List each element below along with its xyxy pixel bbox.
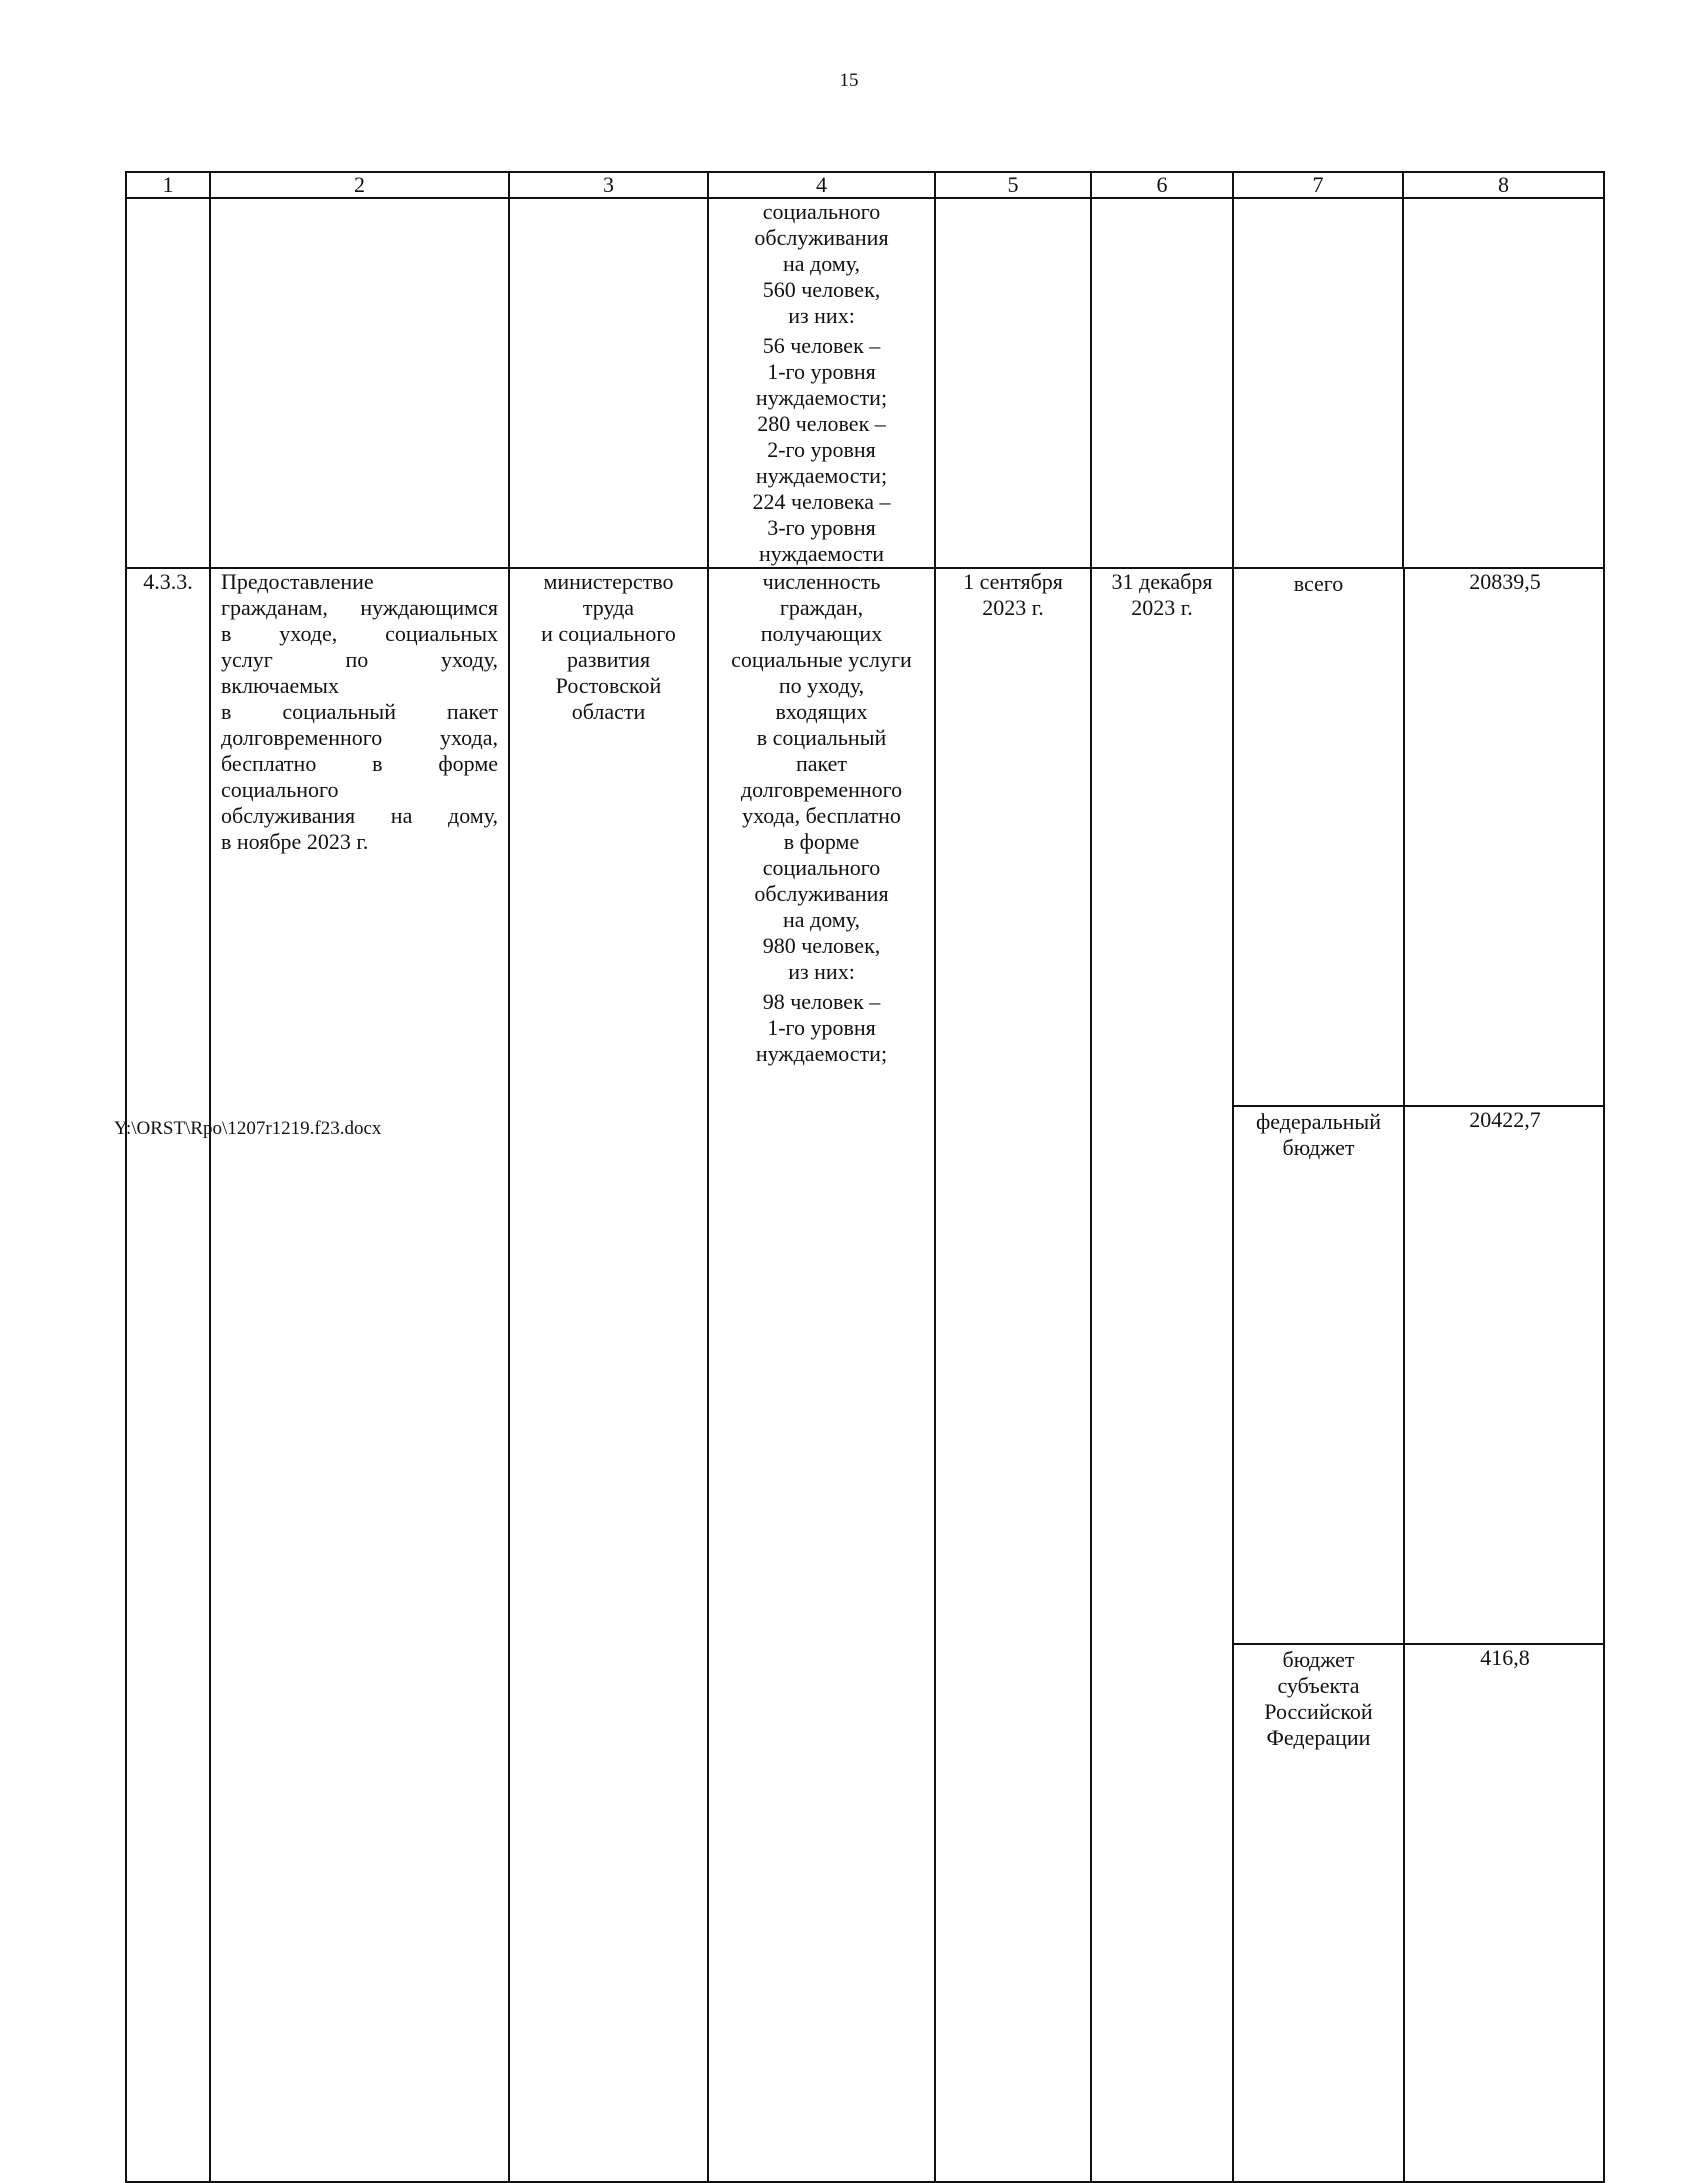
funding-source-line: бюджет (1282, 1135, 1355, 1160)
cont-indicator-line: нуждаемости; (755, 385, 888, 410)
indicator-line: 1-го уровня (767, 1015, 876, 1040)
cont-indicator-line: 560 человек, (762, 277, 881, 302)
cont-indicator-line: нуждаемости (758, 541, 885, 566)
indicator-line: ухода, бесплатно (742, 803, 901, 828)
header-col-4: 4 (708, 172, 935, 198)
indicator-line: из них: (788, 959, 855, 984)
description-line: в уходе, социальных (221, 621, 498, 646)
funding-source-line: федеральный (1256, 1109, 1381, 1134)
cont-indicator-line: из них: (788, 303, 855, 328)
indicator-line: по уходу, (778, 673, 865, 698)
indicator-line: 980 человек, (762, 933, 881, 958)
cont-indicator-cell (708, 198, 935, 568)
cont-indicator-line: нуждаемости; (755, 463, 888, 488)
executor-line: развития (566, 647, 651, 672)
start-date-line: 1 сентября (963, 569, 1063, 594)
funding-row-total (1234, 569, 1605, 1106)
funding-table (1234, 569, 1605, 2181)
description-line: в социальный пакет (221, 699, 498, 724)
indicator-line: в социальный (756, 725, 887, 750)
cont-indicator-line: обслуживания (754, 225, 889, 250)
funding-source (1234, 1644, 1404, 2181)
indicator-line: на дому, (782, 907, 861, 932)
funding-source (1234, 1106, 1404, 1644)
cont-indicator-line: социального (762, 199, 881, 224)
description-line: долговременного ухода, (221, 725, 498, 750)
funding-source (1234, 569, 1404, 1106)
row-indicator (708, 568, 935, 2182)
executor-line: труда (582, 595, 635, 620)
header-col-1: 1 (126, 172, 210, 198)
executor-line: области (571, 699, 646, 724)
funding-amount: 20422,7 (1404, 1106, 1605, 1644)
funding-source-line: субъекта (1277, 1673, 1360, 1698)
table-header-row (126, 172, 1604, 198)
cont-cell-8 (1403, 198, 1604, 568)
header-col-2: 2 (210, 172, 509, 198)
cont-indicator-line: 1-го уровня (767, 359, 876, 384)
funding-amount: 20839,5 (1404, 569, 1605, 1106)
description-line: включаемых (221, 673, 339, 698)
cont-indicator-line: 56 человек – (762, 333, 881, 358)
table-row-continuation (126, 198, 1604, 568)
description-line: бесплатно в форме (221, 751, 498, 776)
indicator-line: социального (762, 855, 881, 880)
executor-line: Ростовской (555, 673, 662, 698)
cont-cell-5 (935, 198, 1091, 568)
executor-line: министерство (543, 569, 674, 594)
funding-source-line: Федерации (1266, 1725, 1371, 1750)
funding-row-regional (1234, 1644, 1605, 2181)
row-description (210, 568, 509, 2182)
cont-indicator-line: 224 человека – (752, 489, 891, 514)
funding-source-line: Российской (1264, 1699, 1373, 1724)
cont-indicator-line: на дому, (782, 251, 861, 276)
row-funding (1233, 568, 1604, 2182)
header-col-3: 3 (509, 172, 708, 198)
cont-indicator-line: 3-го уровня (767, 515, 876, 540)
table-row-4-3-3 (126, 568, 1604, 2182)
indicator-line: социальные услуги (731, 647, 912, 672)
indicator-line: 98 человек – (762, 989, 881, 1014)
indicator-line: граждан, (779, 595, 864, 620)
cont-indicator-line: 2-го уровня (767, 437, 876, 462)
header-col-7: 7 (1233, 172, 1403, 198)
indicator-line: пакет (795, 751, 848, 776)
indicator-line: входящих (775, 699, 868, 724)
cont-cell-3 (509, 198, 708, 568)
executor-line: и социального (541, 621, 676, 646)
description-line: обслуживания на дому, (221, 803, 498, 828)
row-end-date (1091, 568, 1233, 2182)
description-line: социального (221, 777, 339, 802)
end-date-line: 31 декабря (1111, 569, 1213, 594)
description-line: гражданам, нуждающимся (221, 595, 498, 620)
cont-cell-1 (126, 198, 210, 568)
cont-cell-6 (1091, 198, 1233, 568)
funding-source-line: всего (1293, 571, 1344, 596)
document-file-path: Y:\ORST\Rpo\1207r1219.f23.docx (114, 1118, 382, 1139)
indicator-line: долговременного (740, 777, 903, 802)
header-col-8: 8 (1403, 172, 1604, 198)
funding-amount: 416,8 (1480, 1645, 1530, 1670)
row-start-date (935, 568, 1091, 2182)
row-executor (509, 568, 708, 2182)
indicator-line: получающих (760, 621, 883, 646)
page-number: 15 (839, 70, 859, 91)
indicator-line: нуждаемости; (755, 1041, 888, 1066)
description-line: услуг по уходу, (221, 647, 498, 672)
cont-cell-2 (210, 198, 509, 568)
indicator-line: в форме (783, 829, 860, 854)
header-col-6: 6 (1091, 172, 1233, 198)
description-line: в ноябре 2023 г. (221, 829, 369, 854)
cont-indicator-line: 280 человек – (757, 411, 886, 436)
funding-source-line: бюджет (1282, 1647, 1355, 1672)
indicator-line: обслуживания (754, 881, 889, 906)
indicator-line: численность (762, 569, 881, 594)
measures-table (125, 171, 1605, 2183)
header-col-5: 5 (935, 172, 1091, 198)
end-date-line: 2023 г. (1131, 595, 1193, 620)
funding-row-federal (1234, 1106, 1605, 1644)
cont-cell-7 (1233, 198, 1403, 568)
start-date-line: 2023 г. (982, 595, 1044, 620)
description-line: Предоставление (221, 569, 374, 594)
row-number: 4.3.3. (126, 568, 210, 2182)
